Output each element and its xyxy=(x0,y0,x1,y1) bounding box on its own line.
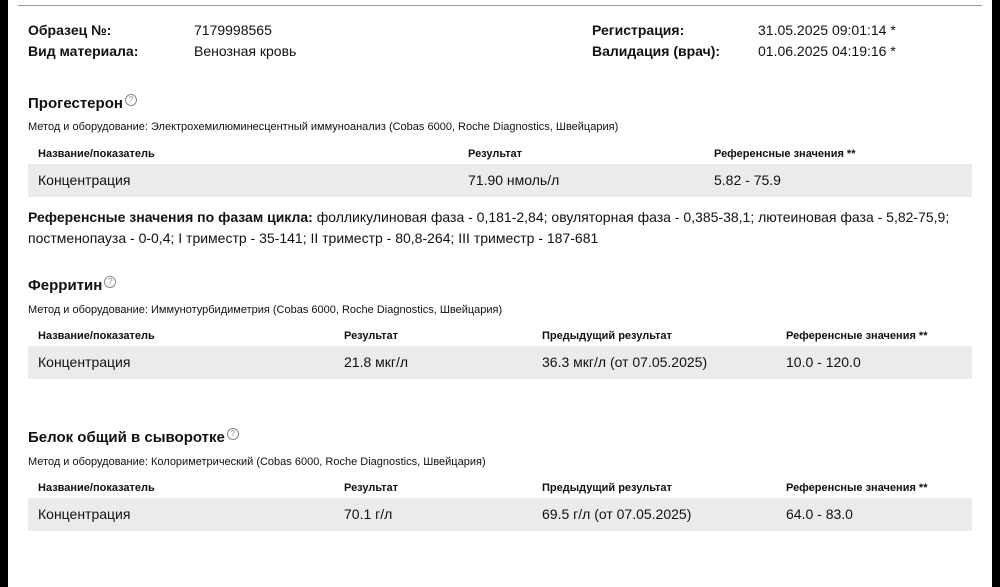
progesterone-title xyxy=(28,94,137,112)
row-result: 21.8 мкг/л xyxy=(344,354,409,370)
row-result: 70.1 г/л xyxy=(344,506,393,522)
registration-label: Регистрация: xyxy=(592,22,685,38)
protein-title xyxy=(28,428,239,446)
table-row xyxy=(28,346,972,379)
ferritin-method: Метод и оборудование: Иммунотурбидиметрия (Cobas 6000, Roche Diagnostics, Швейцария) xyxy=(28,304,503,316)
col-reference: Референсные значения ** xyxy=(786,330,928,342)
sample-label: Образец №: xyxy=(28,22,112,38)
row-result: 71.90 нмоль/л xyxy=(468,172,560,188)
col-name: Название/показатель xyxy=(38,330,155,342)
table-row xyxy=(28,164,972,197)
ferritin-table-header xyxy=(28,326,972,347)
table-row xyxy=(28,498,972,531)
col-name: Название/показатель xyxy=(38,482,155,494)
col-name: Название/показатель xyxy=(38,148,155,160)
phase-refs-text: фолликулиновая фаза - 0,181-2,84; овуляторная фаза - 0,385-38,1; лютеиновая фаза - 5,82-75,9; постменопауза - 0-0,4; I триместр - 35-141; II триместр - 80,8-264; III триместр - 187-681 xyxy=(28,209,950,246)
protein-method: Метод и оборудование: Колориметрический (Cobas 6000, Roche Diagnostics, Швейцария) xyxy=(28,456,486,468)
help-icon[interactable]: ? xyxy=(125,94,137,106)
row-reference: 64.0 - 83.0 xyxy=(786,506,853,522)
phase-refs-label: Референсные значения по фазам цикла: xyxy=(28,209,313,225)
col-reference: Референсные значения ** xyxy=(786,482,928,494)
col-result: Результат xyxy=(468,148,523,160)
col-reference: Референсные значения ** xyxy=(714,148,856,160)
col-previous: Предыдущий результат xyxy=(542,482,672,494)
report-page xyxy=(8,0,992,587)
row-name: Концентрация xyxy=(38,354,131,370)
sample-number: 7179998565 xyxy=(194,22,272,38)
row-previous: 69.5 г/л (от 07.05.2025) xyxy=(542,506,692,522)
row-reference: 10.0 - 120.0 xyxy=(786,354,861,370)
row-name: Концентрация xyxy=(38,172,131,188)
protein-table-header xyxy=(28,478,972,499)
progesterone-table-header xyxy=(28,144,972,165)
row-name: Концентрация xyxy=(38,506,131,522)
ferritin-title-text: Ферритин xyxy=(28,277,103,294)
progesterone-title-text: Прогестерон xyxy=(28,95,123,112)
registration-value: 31.05.2025 09:01:14 * xyxy=(758,22,896,38)
validation-label: Валидация (врач): xyxy=(592,43,721,59)
help-icon[interactable]: ? xyxy=(227,428,239,440)
material-label: Вид материала: xyxy=(28,43,139,59)
phase-reference-values xyxy=(28,207,958,249)
material-value: Венозная кровь xyxy=(194,43,297,59)
protein-title-text: Белок общий в сыворотке xyxy=(28,429,225,446)
row-previous: 36.3 мкг/л (от 07.05.2025) xyxy=(542,354,708,370)
col-result: Результат xyxy=(344,482,399,494)
row-reference: 5.82 - 75.9 xyxy=(714,172,781,188)
progesterone-method: Метод и оборудование: Электрохемилюминесцентный иммуноанализ (Cobas 6000, Roche Diagnostics, Швейцария) xyxy=(28,121,619,133)
col-result: Результат xyxy=(344,330,399,342)
col-previous: Предыдущий результат xyxy=(542,330,672,342)
help-icon[interactable]: ? xyxy=(104,276,116,288)
validation-value: 01.06.2025 04:19:16 * xyxy=(758,43,896,59)
ferritin-title xyxy=(28,276,116,294)
top-divider xyxy=(18,5,982,6)
